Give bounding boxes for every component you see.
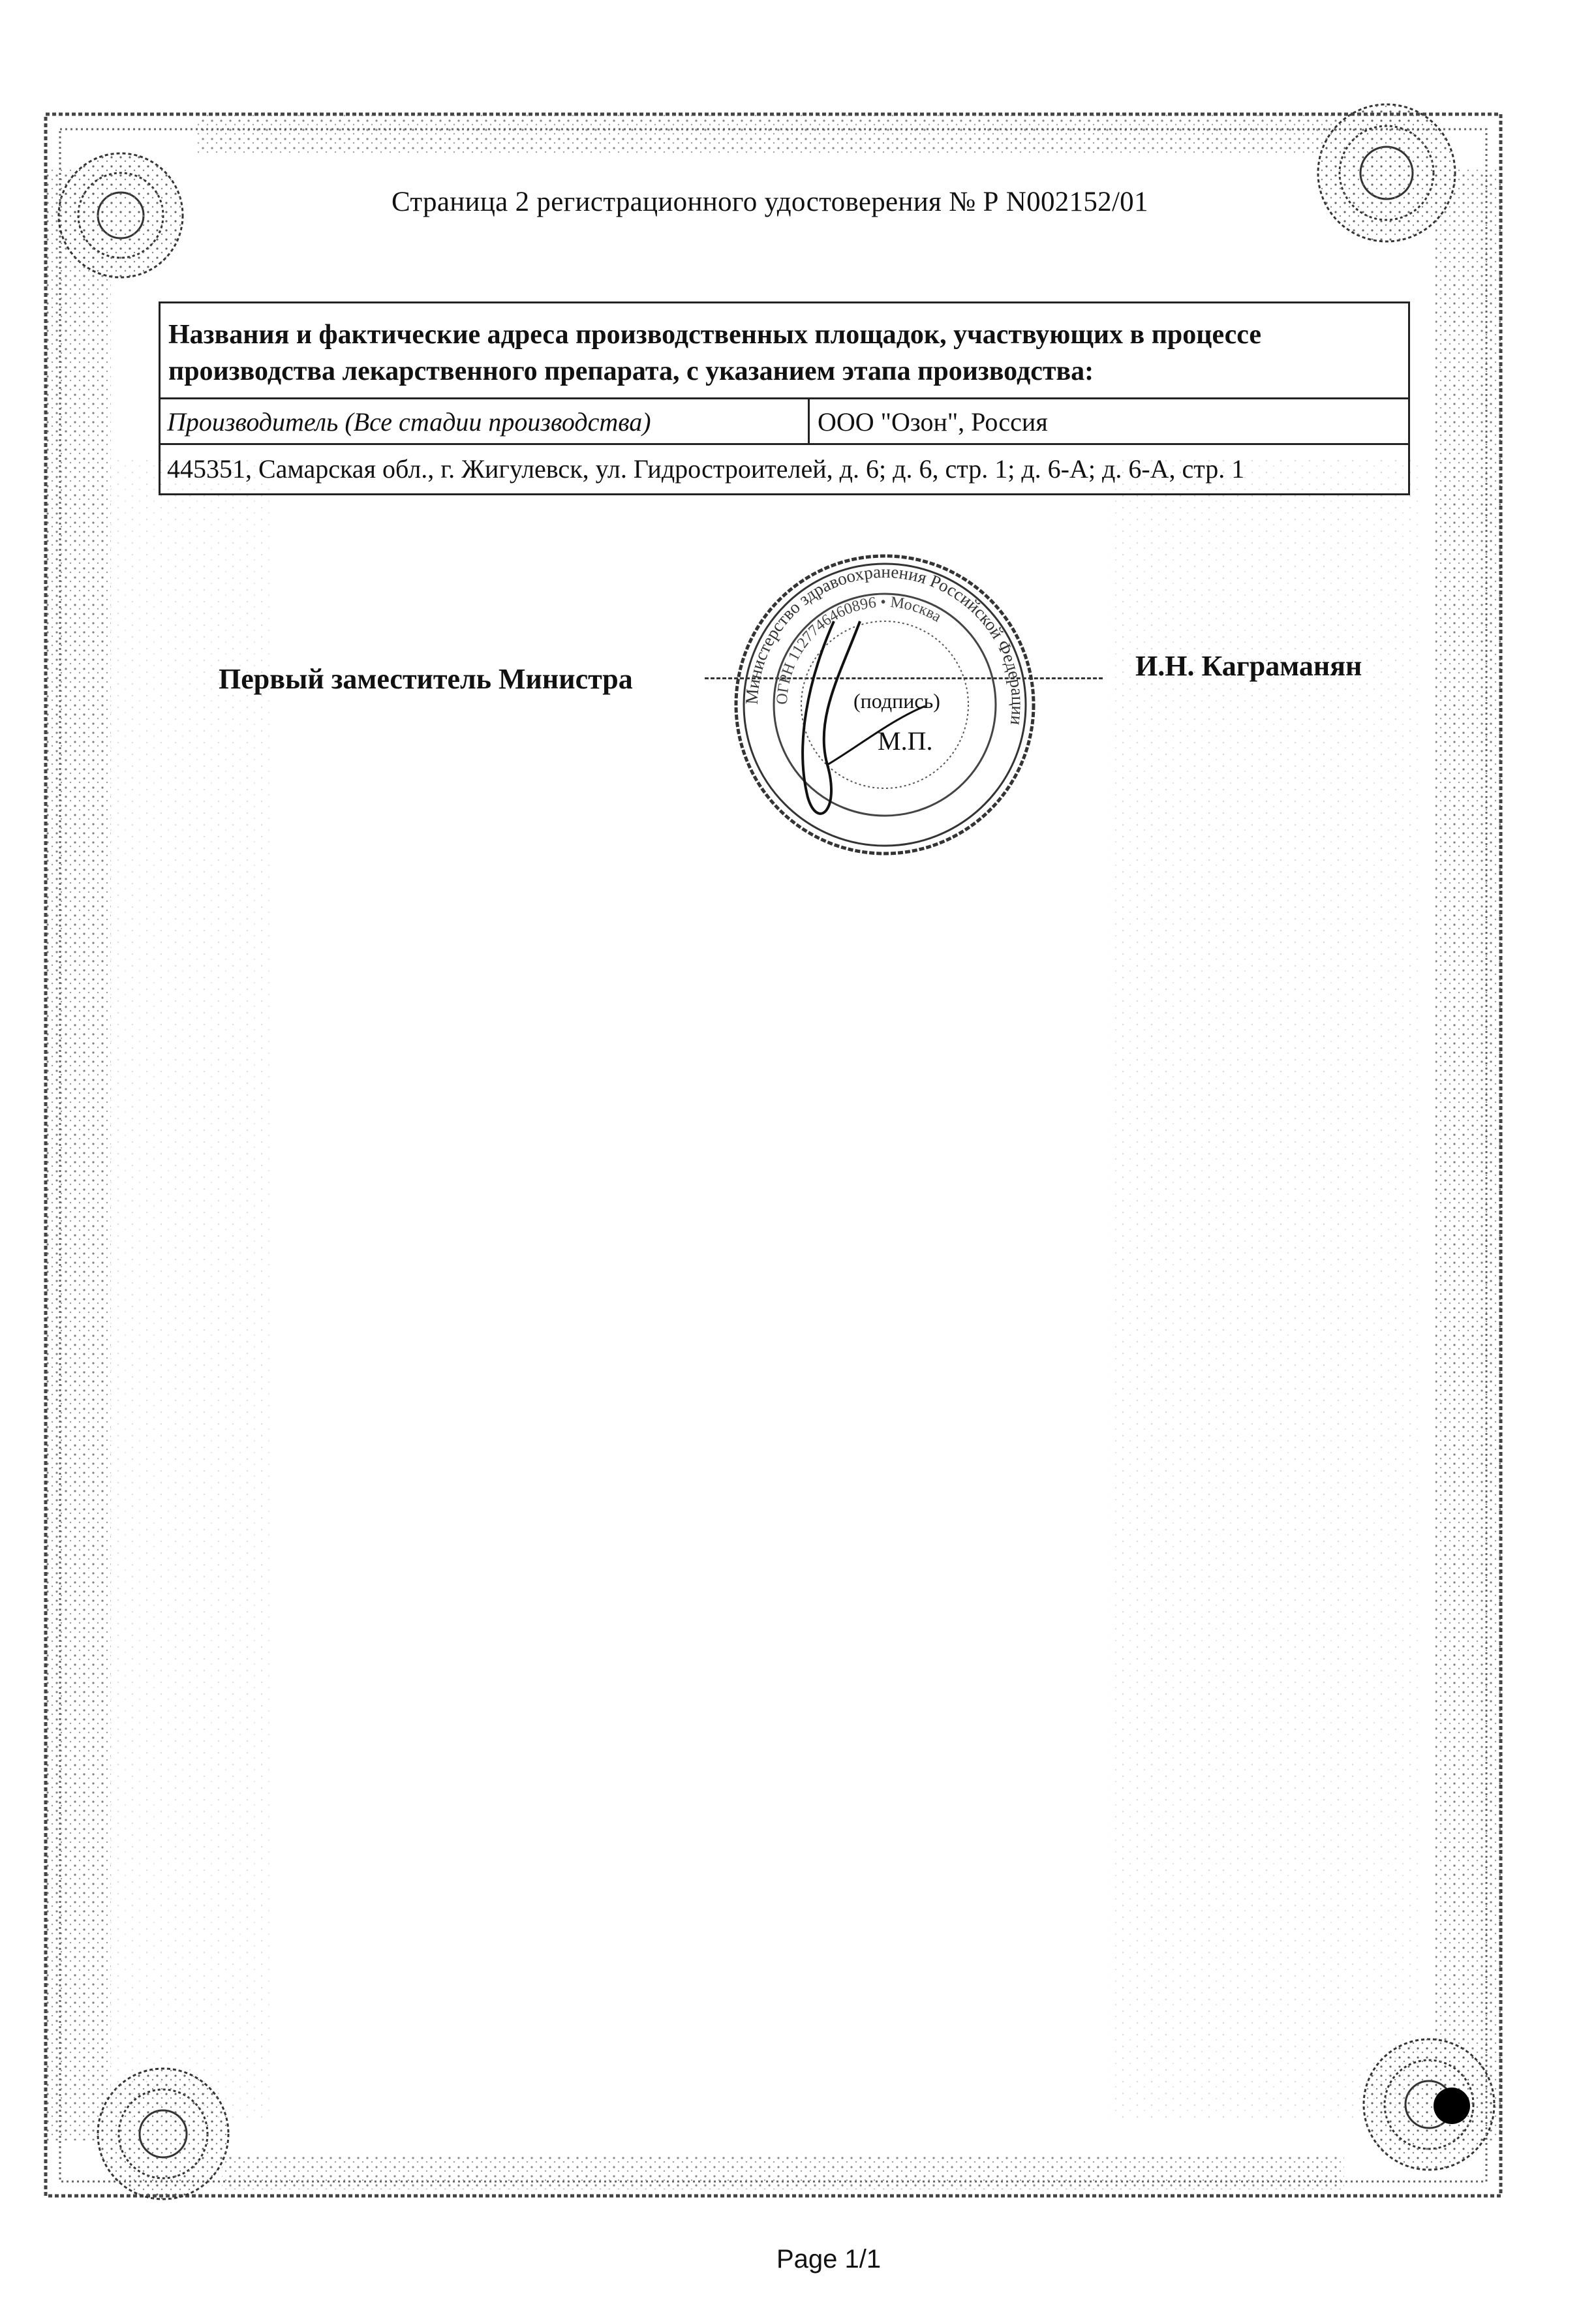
- signature-caption: (подпись): [853, 689, 940, 713]
- manufacturer-address: 445351, Самарская обл., г. Жигулевск, ул. Гидростроителей, д. 6; д. 6, стр. 1; д. 6-А; д. 6-А, стр. 1: [167, 454, 1245, 484]
- table-heading: [161, 303, 1408, 399]
- stamp-mark: М.П.: [878, 726, 933, 756]
- page-footer: Page 1/1: [776, 2245, 882, 2274]
- page-header: Страница 2 регистрационного удостоверения № Р N002152/01: [391, 187, 1148, 217]
- signatory-name: И.Н. Каграманян: [1135, 650, 1362, 682]
- table-heading-line2: производства лекарственного препарата, с указанием этапа производства:: [168, 356, 1094, 386]
- manufacturer-role: Производитель (Все стадии производства): [161, 399, 810, 443]
- table-heading-line1: Названия и фактические адреса производственных площадок, участвующих в процессе: [168, 320, 1262, 350]
- manufacturer-row: [161, 399, 1408, 445]
- seal-outer-text: Министерство здравоохранения Российской Федерации: [741, 561, 1028, 726]
- seal-inner-text: ОГРН 1127746460896 • Москва: [773, 593, 944, 705]
- production-sites-table: [159, 301, 1410, 495]
- manufacturer-company: ООО "Озон", Россия: [818, 407, 1048, 437]
- signatory-position: Первый заместитель Министра: [219, 663, 633, 695]
